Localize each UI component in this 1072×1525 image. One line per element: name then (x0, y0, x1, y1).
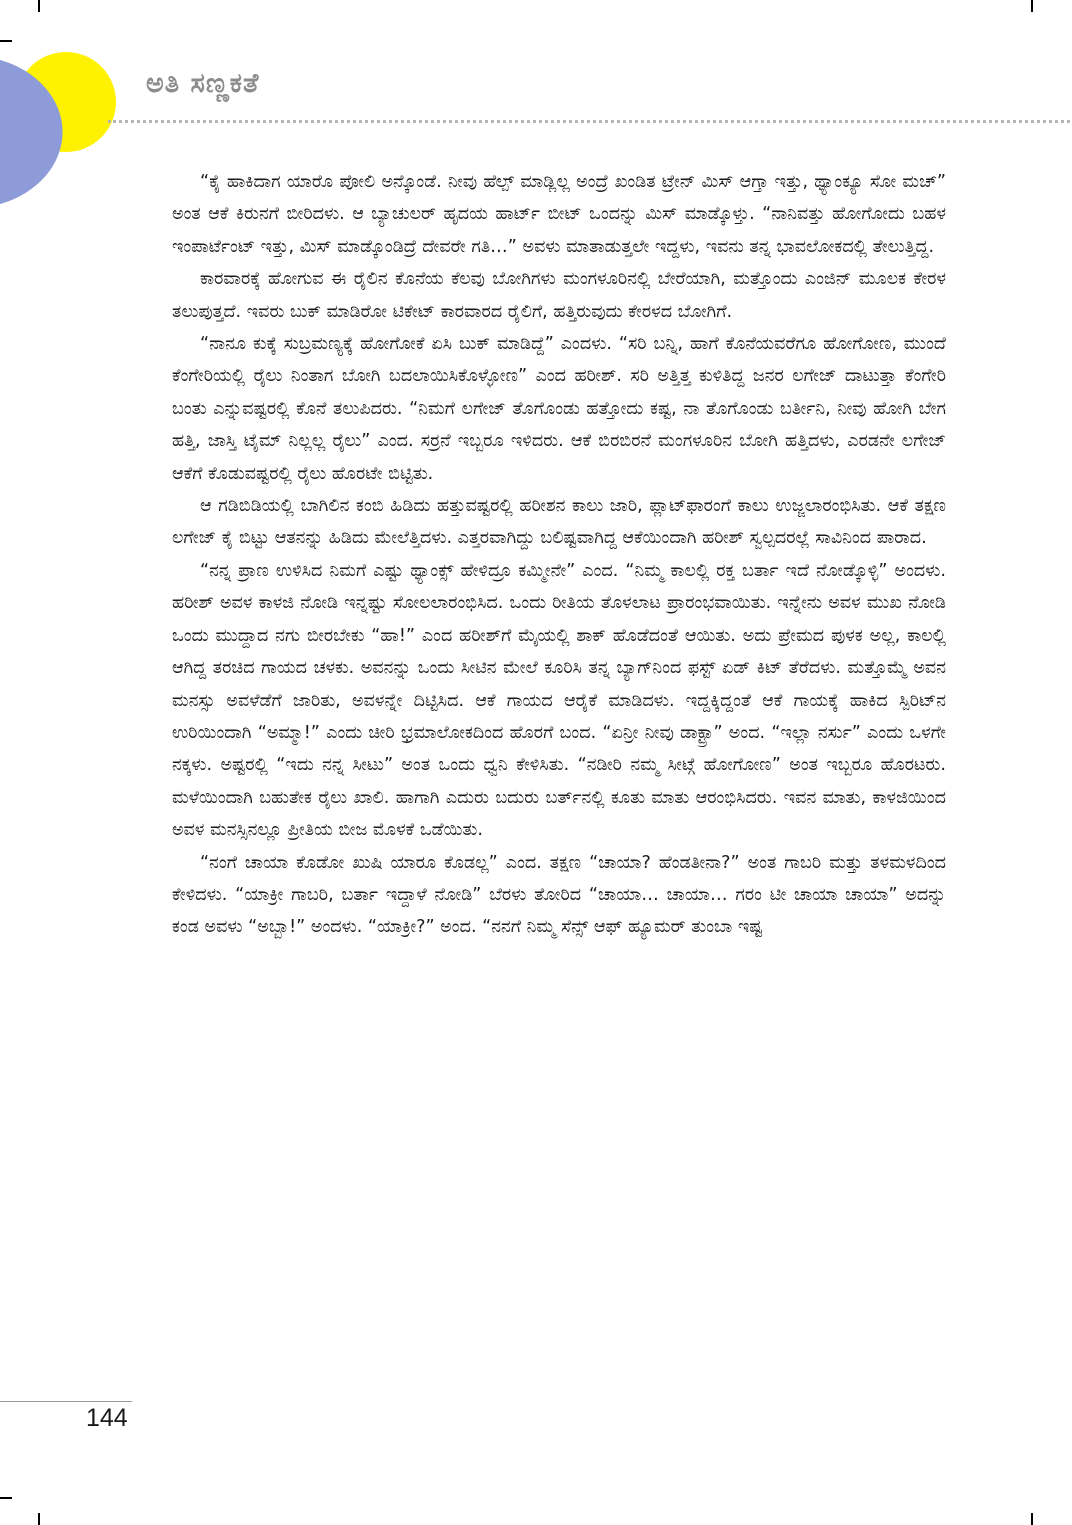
crop-mark-top-left (38, 0, 40, 12)
crop-mark-left-upper (0, 40, 12, 42)
paragraph-6: “ನಂಗೆ ಚಾಯಾ ಕೊಡೋ ಖುಷಿ ಯಾರೂ ಕೊಡಲ್ಲ” ಎಂದ. ತಕ್ಷಣ “ಚಾಯಾ? ಹೆಂಡತೀನಾ?” ಅಂತ ಗಾಬರಿ ಮತ್ತು ತಳಮಳದಿಂದ ಕೇಳಿದಳು. “ಯಾಕ್ರೀ ಗಾಬರಿ, ಬರ್ತಾ ಇದ್ದಾಳೆ ನೋಡಿ” ಬೆರಳು ತೋರಿದ “ಚಾಯಾ… ಚಾಯಾ… ಗರಂ ಟೀ ಚಾಯಾ ಚಾಯಾ” ಅದನ್ನು ಕಂಡ ಅವಳು “ಅಬ್ಬಾ!” ಅಂದಳು. “ಯಾಕ್ರೀ?” ಅಂದ. “ನನಗೆ ನಿಮ್ಮ ಸೆನ್ಸ್ ಆಫ್ ಹ್ಯೂಮರ್ ತುಂಬಾ ಇಷ್ಟ (172, 852, 946, 938)
crop-mark-left-lower (0, 1497, 12, 1499)
story-body (172, 166, 946, 944)
paragraph-1: “ಕೈ ಹಾಕಿದಾಗ ಯಾರೊ ಪೋಲಿ ಅನ್ಕೊಂಡೆ. ನೀವು ಹೆಲ್ಪ್ ಮಾಡ್ಲಿಲ್ಲ ಅಂದ್ರೆ ಖಂಡಿತ ಟ್ರೇನ್ ಮಿಸ್ ಆಗ್ತಾ ಇತ್ತು, ಥ್ಯಾಂಕ್ಯೂ ಸೋ ಮಚ್” ಅಂತ ಆಕೆ ಕಿರುನಗೆ ಬೀರಿದಳು. ಆ ಬ್ಯಾಚುಲರ್ ಹೃದಯ ಹಾರ್ಟ್ ಬೀಟ್ ಒಂದನ್ನು ಮಿಸ್ ಮಾಡ್ಕೊಳ್ತು. “ನಾನಿವತ್ತು ಹೋಗೋದು ಬಹಳ ಇಂಪಾರ್ಟೆಂಟ್ ಇತ್ತು, ಮಿಸ್ ಮಾಡ್ಕೊಂಡಿದ್ರೆ ದೇವರೇ ಗತಿ…” ಅವಳು ಮಾತಾಡುತ್ತಲೇ ಇದ್ದಳು, ಇವನು ತನ್ನ ಭಾವಲೋಕದಲ್ಲಿ ತೇಲುತ್ತಿದ್ದ. (172, 172, 946, 257)
crop-mark-bottom-left (38, 1513, 40, 1525)
paragraph-4: ಆ ಗಡಿಬಿಡಿಯಲ್ಲಿ ಬಾಗಿಲಿನ ಕಂಬಿ ಹಿಡಿದು ಹತ್ತುವಷ್ಟರಲ್ಲಿ ಹರೀಶನ ಕಾಲು ಜಾರಿ, ಪ್ಲಾಟ್‌ಫಾರಂಗೆ ಕಾಲು ಉಜ್ಜಲಾರಂಭಿಸಿತು. ಆಕೆ ತಕ್ಷಣ ಲಗೇಜ್ ಕೈ ಬಿಟ್ಟು ಆತನನ್ನು ಹಿಡಿದು ಮೇಲೆತ್ತಿದಳು. ಎತ್ತರವಾಗಿದ್ದು ಬಲಿಷ್ಟವಾಗಿದ್ದ ಆಕೆಯಿಂದಾಗಿ ಹರೀಶ್ ಸ್ವಲ್ಪದರಲ್ಲೆ ಸಾವಿನಿಂದ ಪಾರಾದ. (172, 496, 946, 549)
crop-mark-top-right (1031, 0, 1033, 12)
header-dotted-rule (108, 120, 1070, 123)
paragraph-5: “ನನ್ನ ಪ್ರಾಣ ಉಳಿಸಿದ ನಿಮಗೆ ಎಷ್ಟು ಥ್ಯಾಂಕ್ಸ್ ಹೇಳಿದ್ರೂ ಕಮ್ಮೀನೇ” ಎಂದ. “ನಿಮ್ಮ ಕಾಲಲ್ಲಿ ರಕ್ತ ಬರ್ತಾ ಇದೆ ನೋಡ್ಕೊಳ್ಳಿ” ಅಂದಳು. ಹರೀಶ್ ಅವಳ ಕಾಳಜಿ ನೋಡಿ ಇನ್ನಷ್ಟು ಸೋಲಲಾರಂಭಿಸಿದ. ಒಂದು ರೀತಿಯ ತೊಳಲಾಟ ಪ್ರಾರಂಭವಾಯಿತು. ಇನ್ನೇನು ಅವಳ ಮುಖ ನೋಡಿ ಒಂದು ಮುದ್ದಾದ ನಗು ಬೀರಬೇಕು “ಹಾ!” ಎಂದ ಹರೀಶ್‌ಗೆ ಮೈಯಲ್ಲಿ ಶಾಕ್ ಹೊಡೆದಂತೆ ಆಯಿತು. ಅದು ಪ್ರೇಮದ ಪುಳಕ ಅಲ್ಲ, ಕಾಲಲ್ಲಿ ಆಗಿದ್ದ ತರಚಿದ ಗಾಯದ ಚಳಕು. ಅವನನ್ನು ಒಂದು ಸೀಟಿನ ಮೇಲೆ ಕೂರಿಸಿ ತನ್ನ ಬ್ಯಾಗ್‌ನಿಂದ ಫಸ್ಟ್ ಏಡ್ ಕಿಟ್ ತೆರೆದಳು. ಮತ್ತೊಮ್ಮೆ ಅವನ ಮನಸ್ಸು ಅವಳೆಡೆಗೆ ಜಾರಿತು, ಅವಳನ್ನೇ ದಿಟ್ಟಿಸಿದ. ಆಕೆ ಗಾಯದ ಆರೈಕೆ ಮಾಡಿದಳು. ಇದ್ದಕ್ಕಿದ್ದಂತೆ ಆಕೆ ಗಾಯಕ್ಕೆ ಹಾಕಿದ ಸ್ಪಿರಿಟ್‌ನ ಉರಿಯಿಂದಾಗಿ “ಅಮ್ಮಾ!” ಎಂದು ಚೀರಿ ಭ್ರಮಾಲೋಕದಿಂದ ಹೊರಗೆ ಬಂದ. “ಏನ್ರೀ ನೀವು ಡಾಕ್ಟ್ರಾ” ಅಂದ. “ಇಲ್ಲಾ ನರ್ಸು” ಎಂದು ಒಳಗೇ ನಕ್ಕಳು. ಅಷ್ಟರಲ್ಲಿ “ಇದು ನನ್ನ ಸೀಟು” ಅಂತ ಒಂದು ಧ್ವನಿ ಕೇಳಿಸಿತು. “ನಡೀರಿ ನಮ್ಮ ಸೀಟ್ಗೆ ಹೋಗೋಣ” ಅಂತ ಇಬ್ಬರೂ ಹೊರಟರು. ಮಳೆಯಿಂದಾಗಿ ಬಹುತೇಕ ರೈಲು ಖಾಲಿ. ಹಾಗಾಗಿ ಎದುರು ಬದುರು ಬರ್ತ್‌ನಲ್ಲಿ ಕೂತು ಮಾತು ಆರಂಭಿಸಿದರು. ಇವನ ಮಾತು, ಕಾಳಜಿಯಿಂದ ಅವಳ ಮನಸ್ಸಿನಲ್ಲೂ ಪ್ರೀತಿಯ ಬೀಜ ಮೊಳಕೆ ಒಡೆಯಿತು. (172, 560, 946, 841)
paragraph-2: ಕಾರವಾರಕ್ಕೆ ಹೋಗುವ ಈ ರೈಲಿನ ಕೊನೆಯ ಕೆಲವು ಬೋಗಿಗಳು ಮಂಗಳೂರಿನಲ್ಲಿ ಬೇರೆಯಾಗಿ, ಮತ್ತೊಂದು ಎಂಜಿನ್ ಮೂಲಕ ಕೇರಳ ತಲುಪುತ್ತದೆ. ಇವರು ಬುಕ್ ಮಾಡಿರೋ ಟಿಕೇಟ್ ಕಾರವಾರದ ರೈಲಿಗೆ, ಹತ್ತಿರುವುದು ಕೇರಳದ ಬೋಗಿಗೆ. (172, 269, 946, 322)
crop-mark-bottom-right (1031, 1513, 1033, 1525)
section-title: ಅತಿ ಸಣ್ಣಕತೆ (146, 68, 260, 99)
page-number: 144 (86, 1404, 128, 1432)
paragraph-3: “ನಾನೂ ಕುಕ್ಕೆ ಸುಬ್ರಮಣ್ಯಕ್ಕೆ ಹೋಗೋಕೆ ಏಸಿ ಬುಕ್ ಮಾಡಿದ್ದೆ” ಎಂದಳು. “ಸರಿ ಬನ್ನಿ, ಹಾಗೆ ಕೊನೆಯವರೆಗೂ ಹೋಗೋಣ, ಮುಂದೆ ಕೆಂಗೇರಿಯಲ್ಲಿ ರೈಲು ನಿಂತಾಗ ಬೋಗಿ ಬದಲಾಯಿಸಿಕೊಳ್ಳೋಣ” ಎಂದ ಹರೀಶ್. ಸರಿ ಅತ್ತಿತ್ತ ಕುಳಿತಿದ್ದ ಜನರ ಲಗೇಜ್ ದಾಟುತ್ತಾ ಕೆಂಗೇರಿ ಬಂತು ಎನ್ನುವಷ್ಟರಲ್ಲಿ ಕೊನೆ ತಲುಪಿದರು. “ನಿಮಗೆ ಲಗೇಜ್ ತೊಗೊಂಡು ಹತ್ತೋದು ಕಷ್ಟ, ನಾ ತೊಗೊಂಡು ಬರ್ತೀನಿ, ನೀವು ಹೋಗಿ ಬೇಗ ಹತ್ತಿ, ಜಾಸ್ತಿ ಟೈಮ್ ನಿಲ್ಲಲ್ಲ ರೈಲು” ಎಂದ. ಸರ್ರನೆ ಇಬ್ಬರೂ ಇಳಿದರು. ಆಕೆ ಬಿರಬಿರನೆ ಮಂಗಳೂರಿನ ಬೋಗಿ ಹತ್ತಿದಳು, ಎರಡನೇ ಲಗೇಜ್ ಆಕೆಗೆ ಕೊಡುವಷ್ಟರಲ್ಲಿ ರೈಲು ಹೊರಟೇ ಬಿಟ್ಟಿತು. (172, 334, 946, 484)
header-decoration (0, 52, 120, 212)
